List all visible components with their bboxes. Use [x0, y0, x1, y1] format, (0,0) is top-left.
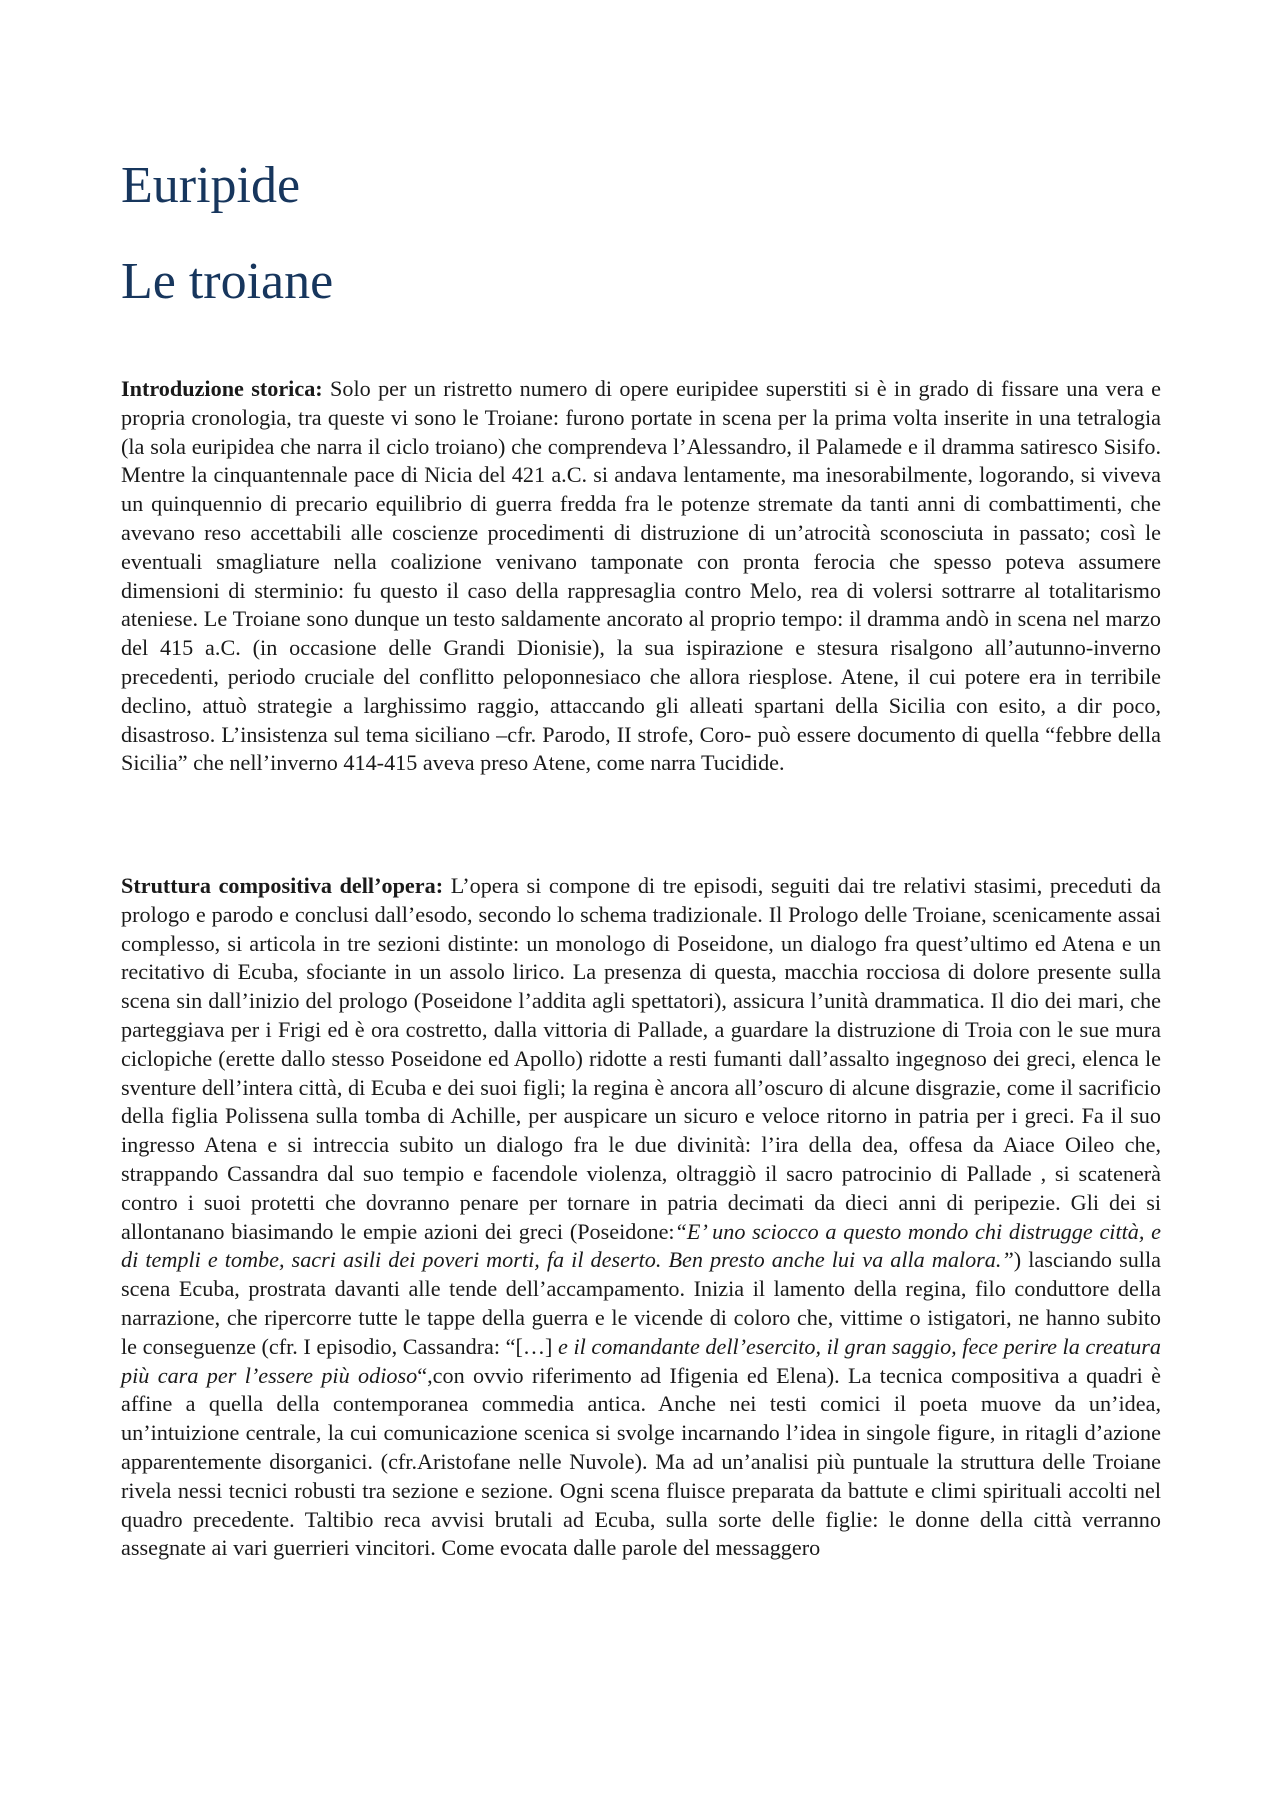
quotation-italic: “E’ uno sciocco a questo mondo chi distrugge città, e di templi e tombe, sacri asili dei poveri morti, fa il deserto. Ben presto anche lui va alla malora.”	[121, 1218, 1162, 1273]
document-subtitle: Le troiane	[121, 253, 334, 310]
paragraph-introduzione-storica	[121, 375, 1161, 778]
text-run: L’opera si compone di tre episodi, seguiti dai tre relativi stasimi, preceduti da prologo e parodo e conclusi dall’esodo, secondo lo schema tradizionale. Il Prologo delle Troiane, scenicamente assai complesso, si articola in tre sezioni distinte: un monologo di Poseidone, un dialogo fra quest’ultimo ed Atena e un recitativo di Ecuba, sfociante in un assolo lirico. La presenza di questa, macchia rocciosa di dolore presente sulla scena sin dall’inizio del prologo (Poseidone l’addita agli spettatori), assicura l’unità drammatica. Il dio dei mari, che parteggiava per i Frigi ed è ora costretto, dalla vittoria di Pallade, a guardare la distruzione di Troia con le sue mura ciclopiche (erette dallo stesso Poseidone ed Apollo) ridotte a resti fumanti dall’assalto ingegnoso dei greci, elenca le sventure dell’intera città, di Ecuba e dei suoi figli; la regina è ancora all’oscuro di alcune disgrazie, come il sacrificio della figlia Polissena sulla tomba di Achille, per auspicare un sicuro e veloce ritorno in patria per i greci. Fa il suo ingresso Atena e si intreccia subito un dialogo fra le due divinità: l’ira della dea, offesa da Aiace Oileo che, strappando Cassandra dal suo tempio e facendole violenza, oltraggiò il sacro patrocinio di Pallade , si scatenerà contro i suoi protetti che dovranno penare per tornare in patria decimati da dieci anni di peripezie. Gli dei si allontanano biasimando le empie azioni dei greci (Poseidone:	[121, 873, 1161, 1244]
document-title: Euripide	[121, 157, 301, 214]
text-run: ) lasciando sulla scena Ecuba, prostrata davanti alle tende dell’accampamento. Inizia il lamento della regina, filo conduttore della narrazione, che ripercorre tutte le tappe della guerra e le vicende di coloro che, vittime o istigatori, ne hanno subito le conseguenze (cfr. I episodio, Cassandra: “[…]	[121, 1247, 1161, 1359]
text-run: Solo per un ristretto numero di opere euripidee superstiti si è in grado di fissare una vera e propria cronologia, tra queste vi sono le Troiane: furono portate in scena per la prima volta inserite in una tetralogia (la sola euripidea che narra il ciclo troiano) che comprendeva l’Alessandro, il Palamede e il dramma satiresco Sisifo. Mentre la cinquantennale pace di Nicia del 421 a.C. si andava lentamente, ma inesorabilmente, logorando, si viveva un quinquennio di precario equilibrio di guerra fredda fra le potenze stremate da tanti anni di combattimenti, che avevano reso accettabili alle coscienze procedimenti di distruzione di un’atrocità sconosciuta in passato; così le eventuali smagliature nella coalizione venivano tamponate con pronta ferocia che spesso poteva assumere dimensioni di sterminio: fu questo il caso della rappresaglia contro Melo, rea di volersi sottrarre al totalitarismo ateniese. Le Troiane sono dunque un testo saldamente ancorato al proprio tempo: il dramma andò in scena nel marzo del 415 a.C. (in occasione delle Grandi Dionisie), la sua ispirazione e stesura risalgono all’autunno-inverno precedenti, periodo cruciale del conflitto peloponnesiaco che allora riesplose. Atene, il cui potere era in terribile declino, attuò strategie a larghissimo raggio, attaccando gli alleati spartani della Sicilia con esito, a dir poco, disastroso. L’insistenza sul tema siciliano –cfr. Parodo, II strofe, Coro- può essere documento di quella “febbre della Sicilia” che nell’inverno 414-415 aveva preso Atene, come narra Tucidide.	[121, 376, 1161, 776]
quotation-italic: e il comandante dell’esercito, il gran saggio, fece perire la creatura più cara per l’essere più odioso	[121, 1333, 1161, 1388]
text-run: “,con ovvio riferimento ad Ifigenia ed Elena). La tecnica compositiva a quadri è affine a quella della contemporanea commedia antica. Anche nei testi comici il poeta muove da un’idea, un’intuizione centrale, la cui comunicazione scenica si svolge incarnando l’idea in singole figure, in ritagli d’azione apparentemente disorganici. (cfr.Aristofane nelle Nuvole). Ma ad un’analisi più puntuale la struttura delle Troiane rivela nessi tecnici robusti tra sezione e sezione. Ogni scena fluisce preparata da battute e climi spirituali accolti nel quadro precedente. Taltibio reca avvisi brutali ad Ecuba, sulla sorte delle figlie: le donne della città verranno assegnate ai vari guerrieri vincitori. Come evocata dalle parole del messaggero	[121, 1362, 1161, 1561]
section-heading: Introduzione storica:	[121, 376, 323, 401]
section-heading: Struttura compositiva dell’opera:	[121, 873, 444, 898]
paragraph-struttura-compositiva	[121, 872, 1161, 1563]
